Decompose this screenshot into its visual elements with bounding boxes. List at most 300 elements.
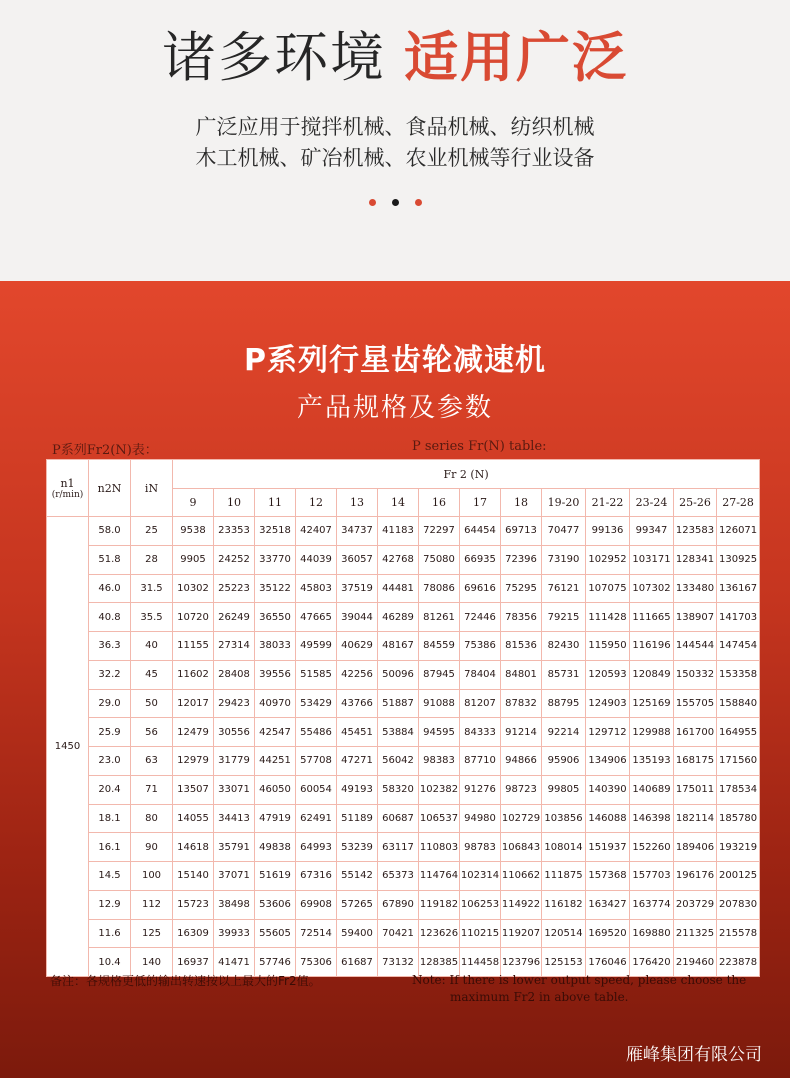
fr2-value: 50096 bbox=[378, 660, 419, 689]
fr2-column-header: 10 bbox=[214, 489, 255, 517]
fr2-value: 61687 bbox=[337, 948, 378, 977]
company-name: 雁峰集团有限公司 bbox=[626, 1045, 762, 1065]
fr2-value: 44481 bbox=[378, 574, 419, 603]
fr2-value: 119207 bbox=[501, 919, 542, 948]
fr2-value: 116182 bbox=[542, 890, 586, 919]
fr2-value: 215578 bbox=[717, 919, 760, 948]
dot-left bbox=[369, 199, 376, 206]
ratio-value: 63 bbox=[131, 747, 173, 776]
fr2-value: 16937 bbox=[173, 948, 214, 977]
fr2-value: 103171 bbox=[630, 545, 674, 574]
fr2-value: 123626 bbox=[419, 919, 460, 948]
fr2-value: 88795 bbox=[542, 689, 586, 718]
fr2-value: 102314 bbox=[460, 862, 501, 891]
fr2-value: 130925 bbox=[717, 545, 760, 574]
fr2-value: 34737 bbox=[337, 517, 378, 546]
fr2-value: 42256 bbox=[337, 660, 378, 689]
fr2-value: 53239 bbox=[337, 833, 378, 862]
note-cn: 备注：各规格更低的输出转速按以上最大的Fr2值。 bbox=[50, 974, 321, 988]
decorative-dots bbox=[0, 199, 790, 206]
fr2-value: 24252 bbox=[214, 545, 255, 574]
table-caption-en: P series Fr(N) table: bbox=[412, 439, 547, 454]
fr2-value: 94866 bbox=[501, 747, 542, 776]
fr2-value: 67316 bbox=[296, 862, 337, 891]
fr2-value: 91088 bbox=[419, 689, 460, 718]
fr2-value: 46289 bbox=[378, 603, 419, 632]
fr2-value: 126071 bbox=[717, 517, 760, 546]
fr2-value: 12979 bbox=[173, 747, 214, 776]
n2n-value: 32.2 bbox=[89, 660, 131, 689]
fr2-value: 73132 bbox=[378, 948, 419, 977]
fr2-value: 81536 bbox=[501, 632, 542, 661]
fr2-column-header: 17 bbox=[460, 489, 501, 517]
ratio-value: 125 bbox=[131, 919, 173, 948]
fr2-value: 98723 bbox=[501, 775, 542, 804]
fr2-value: 37071 bbox=[214, 862, 255, 891]
fr2-value: 99347 bbox=[630, 517, 674, 546]
fr2-value: 14618 bbox=[173, 833, 214, 862]
fr2-value: 38033 bbox=[255, 632, 296, 661]
fr2-value: 66935 bbox=[460, 545, 501, 574]
fr2-value: 42407 bbox=[296, 517, 337, 546]
fr2-value: 111665 bbox=[630, 603, 674, 632]
fr2-value: 75295 bbox=[501, 574, 542, 603]
fr2-value: 95906 bbox=[542, 747, 586, 776]
fr2-value: 128385 bbox=[419, 948, 460, 977]
fr2-value: 176420 bbox=[630, 948, 674, 977]
fr2-value: 115950 bbox=[586, 632, 630, 661]
fr2-value: 78086 bbox=[419, 574, 460, 603]
fr2-value: 146398 bbox=[630, 804, 674, 833]
n2n-value: 25.9 bbox=[89, 718, 131, 747]
fr2-value: 51887 bbox=[378, 689, 419, 718]
fr2-value: 94595 bbox=[419, 718, 460, 747]
fr2-value: 91214 bbox=[501, 718, 542, 747]
ratio-value: 50 bbox=[131, 689, 173, 718]
fr2-value: 102382 bbox=[419, 775, 460, 804]
fr2-value: 37519 bbox=[337, 574, 378, 603]
fr2-value: 63117 bbox=[378, 833, 419, 862]
fr2-value: 47665 bbox=[296, 603, 337, 632]
ratio-value: 80 bbox=[131, 804, 173, 833]
fr2-value: 87945 bbox=[419, 660, 460, 689]
n2n-value: 23.0 bbox=[89, 747, 131, 776]
fr2-value: 140390 bbox=[586, 775, 630, 804]
headline-plain: 诸多环境 bbox=[162, 26, 386, 89]
fr2-value: 106537 bbox=[419, 804, 460, 833]
table-row bbox=[47, 517, 760, 546]
fr2-value: 53429 bbox=[296, 689, 337, 718]
fr2-value: 51619 bbox=[255, 862, 296, 891]
fr2-value: 134906 bbox=[586, 747, 630, 776]
headline bbox=[0, 24, 790, 92]
table-row bbox=[47, 890, 760, 919]
fr2-value: 98383 bbox=[419, 747, 460, 776]
fr2-header: Fr 2 (N) bbox=[173, 460, 760, 489]
fr2-value: 203729 bbox=[674, 890, 717, 919]
fr2-value: 196176 bbox=[674, 862, 717, 891]
note-en-line-1: Note: If there is lower output speed, please choose the bbox=[412, 973, 747, 987]
fr2-value: 43766 bbox=[337, 689, 378, 718]
fr2-value: 62491 bbox=[296, 804, 337, 833]
fr2-column-header: 19-20 bbox=[542, 489, 586, 517]
ratio-value: 31.5 bbox=[131, 574, 173, 603]
fr2-value: 84333 bbox=[460, 718, 501, 747]
fr2-value: 98783 bbox=[460, 833, 501, 862]
fr2-value: 64993 bbox=[296, 833, 337, 862]
fr2-value: 106253 bbox=[460, 890, 501, 919]
fr2-value: 169520 bbox=[586, 919, 630, 948]
fr2-value: 84559 bbox=[419, 632, 460, 661]
table-row bbox=[47, 862, 760, 891]
fr2-value: 155705 bbox=[674, 689, 717, 718]
fr2-value: 35791 bbox=[214, 833, 255, 862]
fr2-value: 40629 bbox=[337, 632, 378, 661]
fr2-value: 51189 bbox=[337, 804, 378, 833]
table-row bbox=[47, 747, 760, 776]
fr2-value: 147454 bbox=[717, 632, 760, 661]
fr2-value: 60054 bbox=[296, 775, 337, 804]
fr2-value: 125153 bbox=[542, 948, 586, 977]
fr2-value: 110215 bbox=[460, 919, 501, 948]
fr2-value: 164955 bbox=[717, 718, 760, 747]
fr2-value: 29423 bbox=[214, 689, 255, 718]
fr2-value: 42768 bbox=[378, 545, 419, 574]
n2n-value: 58.0 bbox=[89, 517, 131, 546]
product-subtitle: 产品规格及参数 bbox=[296, 393, 493, 423]
fr2-value: 219460 bbox=[674, 948, 717, 977]
n2n-value: 46.0 bbox=[89, 574, 131, 603]
n2n-value: 14.5 bbox=[89, 862, 131, 891]
fr2-value: 99136 bbox=[586, 517, 630, 546]
fr2-column-header: 16 bbox=[419, 489, 460, 517]
n2n-value: 20.4 bbox=[89, 775, 131, 804]
fr2-value: 99805 bbox=[542, 775, 586, 804]
fr2-value: 163427 bbox=[586, 890, 630, 919]
ratio-value: 100 bbox=[131, 862, 173, 891]
fr2-value: 49599 bbox=[296, 632, 337, 661]
dot-right bbox=[415, 199, 422, 206]
fr2-value: 75386 bbox=[460, 632, 501, 661]
fr2-value: 152260 bbox=[630, 833, 674, 862]
fr2-value: 129712 bbox=[586, 718, 630, 747]
fr2-value: 116196 bbox=[630, 632, 674, 661]
fr2-value: 85731 bbox=[542, 660, 586, 689]
n2n-value: 12.9 bbox=[89, 890, 131, 919]
fr2-value: 14055 bbox=[173, 804, 214, 833]
table-row bbox=[47, 775, 760, 804]
fr2-value: 11155 bbox=[173, 632, 214, 661]
table-row bbox=[47, 545, 760, 574]
fr2-value: 140689 bbox=[630, 775, 674, 804]
n2n-value: 16.1 bbox=[89, 833, 131, 862]
fr2-value: 114764 bbox=[419, 862, 460, 891]
fr2-value: 16309 bbox=[173, 919, 214, 948]
table-row bbox=[47, 919, 760, 948]
fr2-value: 141703 bbox=[717, 603, 760, 632]
fr2-value: 70477 bbox=[542, 517, 586, 546]
fr2-value: 49838 bbox=[255, 833, 296, 862]
fr2-value: 30556 bbox=[214, 718, 255, 747]
ratio-value: 25 bbox=[131, 517, 173, 546]
fr2-value: 81261 bbox=[419, 603, 460, 632]
fr2-value: 200125 bbox=[717, 862, 760, 891]
fr2-value: 107075 bbox=[586, 574, 630, 603]
n1-header bbox=[47, 460, 89, 517]
n2n-value: 40.8 bbox=[89, 603, 131, 632]
fr2-value: 9538 bbox=[173, 517, 214, 546]
fr2-value: 150332 bbox=[674, 660, 717, 689]
fr2-value: 70421 bbox=[378, 919, 419, 948]
fr2-value: 120514 bbox=[542, 919, 586, 948]
table-row bbox=[47, 632, 760, 661]
fr2-value: 108014 bbox=[542, 833, 586, 862]
fr2-value: 41471 bbox=[214, 948, 255, 977]
fr2-column-header: 11 bbox=[255, 489, 296, 517]
fr2-value: 82430 bbox=[542, 632, 586, 661]
fr2-value: 178534 bbox=[717, 775, 760, 804]
fr2-value: 27314 bbox=[214, 632, 255, 661]
fr2-value: 65373 bbox=[378, 862, 419, 891]
fr2-value: 45451 bbox=[337, 718, 378, 747]
fr2-value: 12017 bbox=[173, 689, 214, 718]
ratio-value: 71 bbox=[131, 775, 173, 804]
fr2-value: 110662 bbox=[501, 862, 542, 891]
n2n-value: 18.1 bbox=[89, 804, 131, 833]
intro-section bbox=[0, 0, 790, 281]
fr2-value: 10720 bbox=[173, 603, 214, 632]
fr2-column-header: 12 bbox=[296, 489, 337, 517]
fr2-table bbox=[46, 459, 760, 977]
fr2-value: 72446 bbox=[460, 603, 501, 632]
fr2-value: 111428 bbox=[586, 603, 630, 632]
fr2-value: 79215 bbox=[542, 603, 586, 632]
headline-accent: 适用广泛 bbox=[404, 26, 628, 89]
fr2-value: 67890 bbox=[378, 890, 419, 919]
fr2-value: 42547 bbox=[255, 718, 296, 747]
table-row bbox=[47, 804, 760, 833]
fr2-value: 36057 bbox=[337, 545, 378, 574]
n2n-value: 51.8 bbox=[89, 545, 131, 574]
fr2-value: 60687 bbox=[378, 804, 419, 833]
fr2-value: 135193 bbox=[630, 747, 674, 776]
fr2-value: 146088 bbox=[586, 804, 630, 833]
fr2-value: 39556 bbox=[255, 660, 296, 689]
fr2-value: 87832 bbox=[501, 689, 542, 718]
fr2-value: 48167 bbox=[378, 632, 419, 661]
fr2-column-header: 9 bbox=[173, 489, 214, 517]
fr2-value: 94980 bbox=[460, 804, 501, 833]
fr2-value: 40970 bbox=[255, 689, 296, 718]
fr2-value: 59400 bbox=[337, 919, 378, 948]
fr2-value: 119182 bbox=[419, 890, 460, 919]
application-line-1: 广泛应用于搅拌机械、食品机械、纺织机械 bbox=[195, 115, 595, 139]
fr2-column-header: 21-22 bbox=[586, 489, 630, 517]
fr2-value: 46050 bbox=[255, 775, 296, 804]
ratio-value: 28 bbox=[131, 545, 173, 574]
table-caption-cn: P系列Fr2(N)表： bbox=[52, 443, 158, 458]
fr2-value: 110803 bbox=[419, 833, 460, 862]
fr2-value: 15140 bbox=[173, 862, 214, 891]
fr2-value: 120849 bbox=[630, 660, 674, 689]
fr2-value: 171560 bbox=[717, 747, 760, 776]
fr2-value: 123583 bbox=[674, 517, 717, 546]
fr2-value: 76121 bbox=[542, 574, 586, 603]
fr2-value: 185780 bbox=[717, 804, 760, 833]
fr2-value: 75080 bbox=[419, 545, 460, 574]
n2n-value: 29.0 bbox=[89, 689, 131, 718]
fr2-column-header: 14 bbox=[378, 489, 419, 517]
fr2-value: 33770 bbox=[255, 545, 296, 574]
product-title: P系列行星齿轮减速机 bbox=[244, 343, 546, 378]
fr2-value: 78404 bbox=[460, 660, 501, 689]
ratio-value: 40 bbox=[131, 632, 173, 661]
fr2-column-header: 18 bbox=[501, 489, 542, 517]
fr2-value: 73190 bbox=[542, 545, 586, 574]
fr2-value: 163774 bbox=[630, 890, 674, 919]
fr2-value: 35122 bbox=[255, 574, 296, 603]
fr2-value: 157368 bbox=[586, 862, 630, 891]
fr2-value: 102952 bbox=[586, 545, 630, 574]
fr2-value: 81207 bbox=[460, 689, 501, 718]
ratio-value: 35.5 bbox=[131, 603, 173, 632]
fr2-value: 103856 bbox=[542, 804, 586, 833]
fr2-value: 47271 bbox=[337, 747, 378, 776]
fr2-value: 39933 bbox=[214, 919, 255, 948]
fr2-value: 32518 bbox=[255, 517, 296, 546]
fr2-value: 47919 bbox=[255, 804, 296, 833]
fr2-value: 84801 bbox=[501, 660, 542, 689]
fr2-value: 211325 bbox=[674, 919, 717, 948]
fr2-value: 168175 bbox=[674, 747, 717, 776]
fr2-value: 158840 bbox=[717, 689, 760, 718]
fr2-value: 111875 bbox=[542, 862, 586, 891]
fr2-value: 182114 bbox=[674, 804, 717, 833]
fr2-value: 51585 bbox=[296, 660, 337, 689]
fr2-value: 34413 bbox=[214, 804, 255, 833]
ratio-value: 45 bbox=[131, 660, 173, 689]
fr2-value: 53606 bbox=[255, 890, 296, 919]
fr2-value: 26249 bbox=[214, 603, 255, 632]
fr2-value: 144544 bbox=[674, 632, 717, 661]
dot-middle bbox=[392, 199, 399, 206]
fr2-value: 36550 bbox=[255, 603, 296, 632]
fr2-value: 120593 bbox=[586, 660, 630, 689]
ratio-value: 56 bbox=[131, 718, 173, 747]
fr2-value: 123796 bbox=[501, 948, 542, 977]
fr2-value: 58320 bbox=[378, 775, 419, 804]
fr2-value: 55486 bbox=[296, 718, 337, 747]
fr2-value: 92214 bbox=[542, 718, 586, 747]
fr2-value: 106843 bbox=[501, 833, 542, 862]
fr2-value: 128341 bbox=[674, 545, 717, 574]
fr2-value: 78356 bbox=[501, 603, 542, 632]
table-row bbox=[47, 660, 760, 689]
fr2-value: 125169 bbox=[630, 689, 674, 718]
fr2-value: 72297 bbox=[419, 517, 460, 546]
fr2-value: 44039 bbox=[296, 545, 337, 574]
fr2-value: 23353 bbox=[214, 517, 255, 546]
fr2-value: 114458 bbox=[460, 948, 501, 977]
fr2-value: 9905 bbox=[173, 545, 214, 574]
n1-value: 1450 bbox=[47, 517, 89, 977]
note-en-line-2: maximum Fr2 in above table. bbox=[450, 990, 629, 1004]
fr2-value: 136167 bbox=[717, 574, 760, 603]
fr2-value: 176046 bbox=[586, 948, 630, 977]
fr2-value: 57265 bbox=[337, 890, 378, 919]
table-row bbox=[47, 574, 760, 603]
fr2-value: 75306 bbox=[296, 948, 337, 977]
n1-header-label: n1 bbox=[60, 476, 75, 490]
fr2-value: 175011 bbox=[674, 775, 717, 804]
fr2-value: 193219 bbox=[717, 833, 760, 862]
fr2-value: 49193 bbox=[337, 775, 378, 804]
fr2-value: 72396 bbox=[501, 545, 542, 574]
fr2-value: 15723 bbox=[173, 890, 214, 919]
fr2-value: 44251 bbox=[255, 747, 296, 776]
fr2-value: 102729 bbox=[501, 804, 542, 833]
fr2-value: 161700 bbox=[674, 718, 717, 747]
n2n-header: n2N bbox=[89, 460, 131, 517]
fr2-value: 124903 bbox=[586, 689, 630, 718]
fr2-value: 56042 bbox=[378, 747, 419, 776]
fr2-value: 129988 bbox=[630, 718, 674, 747]
fr2-column-header: 13 bbox=[337, 489, 378, 517]
fr2-value: 12479 bbox=[173, 718, 214, 747]
fr2-value: 31779 bbox=[214, 747, 255, 776]
ratio-value: 90 bbox=[131, 833, 173, 862]
fr2-column-header: 25-26 bbox=[674, 489, 717, 517]
fr2-value: 69616 bbox=[460, 574, 501, 603]
fr2-value: 114922 bbox=[501, 890, 542, 919]
ratio-value: 112 bbox=[131, 890, 173, 919]
fr2-value: 157703 bbox=[630, 862, 674, 891]
fr2-value: 107302 bbox=[630, 574, 674, 603]
n2n-value: 11.6 bbox=[89, 919, 131, 948]
table-row bbox=[47, 833, 760, 862]
fr2-value: 72514 bbox=[296, 919, 337, 948]
fr2-value: 91276 bbox=[460, 775, 501, 804]
fr2-value: 57708 bbox=[296, 747, 337, 776]
fr2-value: 133480 bbox=[674, 574, 717, 603]
fr2-value: 153358 bbox=[717, 660, 760, 689]
fr2-value: 87710 bbox=[460, 747, 501, 776]
n2n-value: 36.3 bbox=[89, 632, 131, 661]
fr2-value: 10302 bbox=[173, 574, 214, 603]
fr2-value: 64454 bbox=[460, 517, 501, 546]
n1-header-unit: (r/min) bbox=[51, 489, 84, 500]
fr2-value: 33071 bbox=[214, 775, 255, 804]
fr2-value: 55142 bbox=[337, 862, 378, 891]
fr2-value: 41183 bbox=[378, 517, 419, 546]
fr2-value: 69908 bbox=[296, 890, 337, 919]
in-header: iN bbox=[131, 460, 173, 517]
ratio-value: 140 bbox=[131, 948, 173, 977]
fr2-value: 25223 bbox=[214, 574, 255, 603]
fr2-column-header: 27-28 bbox=[717, 489, 760, 517]
fr2-value: 45803 bbox=[296, 574, 337, 603]
n2n-value: 10.4 bbox=[89, 948, 131, 977]
table-row bbox=[47, 718, 760, 747]
fr2-value: 11602 bbox=[173, 660, 214, 689]
fr2-value: 207830 bbox=[717, 890, 760, 919]
table-row bbox=[47, 603, 760, 632]
fr2-value: 38498 bbox=[214, 890, 255, 919]
fr2-value: 57746 bbox=[255, 948, 296, 977]
fr2-value: 151937 bbox=[586, 833, 630, 862]
fr2-column-header: 23-24 bbox=[630, 489, 674, 517]
fr2-value: 53884 bbox=[378, 718, 419, 747]
